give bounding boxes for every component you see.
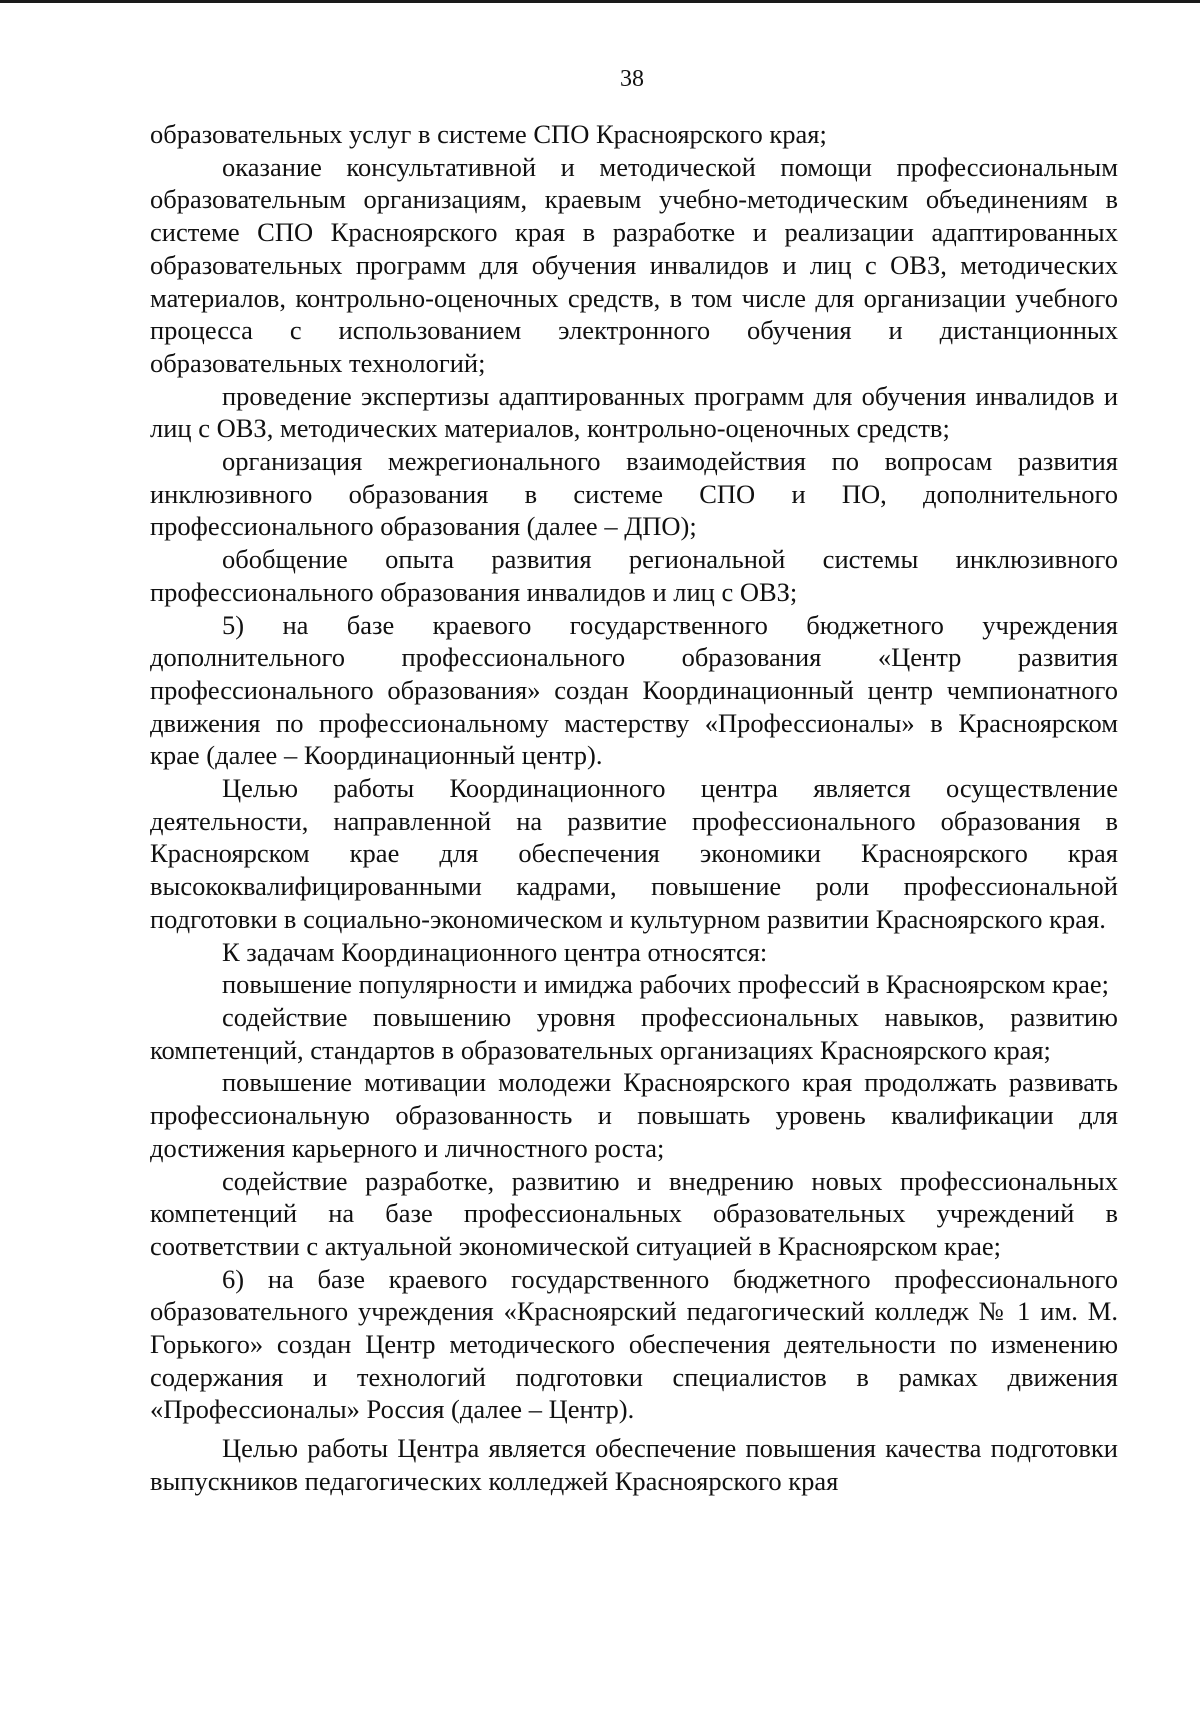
page-number: 38 <box>620 66 644 92</box>
paragraph: 5) на базе краевого государственного бюджетного учреждения дополнительного профессионального образования «Центр развития профессионального образования» создан Координационный центр чемпионатного движения по профессиональному мастерству «Профессионалы» в Красноярском крае (далее – Координационный центр). <box>150 609 1118 771</box>
paragraph: проведение экспертизы адаптированных программ для обучения инвалидов и лиц с ОВЗ, методических материалов, контрольно-оценочных средств; <box>150 380 1118 444</box>
paragraph: 6) на базе краевого государственного бюджетного профессионального образовательного учреждения «Красноярский педагогический колледж № 1 им. М. Горького» создан Центр методического обеспечения деятельности по изменению содержания и технологий подготовки специалистов в рамках движения «Профессионалы» Россия (далее – Центр). <box>150 1263 1118 1425</box>
paragraph: Целью работы Центра является обеспечение повышения качества подготовки выпускников педагогических колледжей Красноярского края <box>150 1433 1118 1496</box>
document-body <box>150 118 1118 1498</box>
paragraph: содействие разработке, развитию и внедрению новых профессиональных компетенций на базе профессиональных образовательных учреждений в соответствии с актуальной экономической ситуацией в Красноярском крае; <box>150 1165 1118 1261</box>
paragraph: Целью работы Координационного центра является осуществление деятельности, направленной на развитие профессионального образования в Красноярском крае для обеспечения экономики Красноярского края высококвалифицированными кадрами, повышение роли профессиональной подготовки в социально-экономическом и культурном развитии Красноярского края. <box>150 773 1118 934</box>
scan-top-border <box>0 0 1200 3</box>
paragraph: организация межрегионального взаимодействия по вопросам развития инклюзивного образования в системе СПО и ПО, дополнительного профессионального образования (далее – ДПО); <box>150 446 1118 542</box>
paragraph: обобщение опыта развития региональной системы инклюзивного профессионального образования инвалидов и лиц с ОВЗ; <box>150 544 1118 607</box>
paragraph: оказание консультативной и методической помощи профессиональным образовательным организациям, краевым учебно-методическим объединениям в системе СПО Красноярского края в разработке и реализации адаптированных образовательных программ для обучения инвалидов и лиц с ОВЗ, методических материалов, контрольно-оценочных средств, в том числе для организации учебного процесса с использованием электронного обучения и дистанционных образовательных технологий; <box>150 151 1118 378</box>
paragraph: образовательных услуг в системе СПО Красноярского края; <box>150 119 827 149</box>
paragraph: К задачам Координационного центра относятся: <box>222 936 768 967</box>
paragraph: повышение популярности и имиджа рабочих профессий в Красноярском крае; <box>222 969 1110 1000</box>
paragraph: содействие повышению уровня профессиональных навыков, развитию компетенций, стандартов в образовательных организациях Красноярского края; <box>150 1001 1118 1065</box>
paragraph: повышение мотивации молодежи Красноярского края продолжать развивать профессиональную образованность и повышать уровень квалификации для достижения карьерного и личностного роста; <box>150 1067 1118 1163</box>
